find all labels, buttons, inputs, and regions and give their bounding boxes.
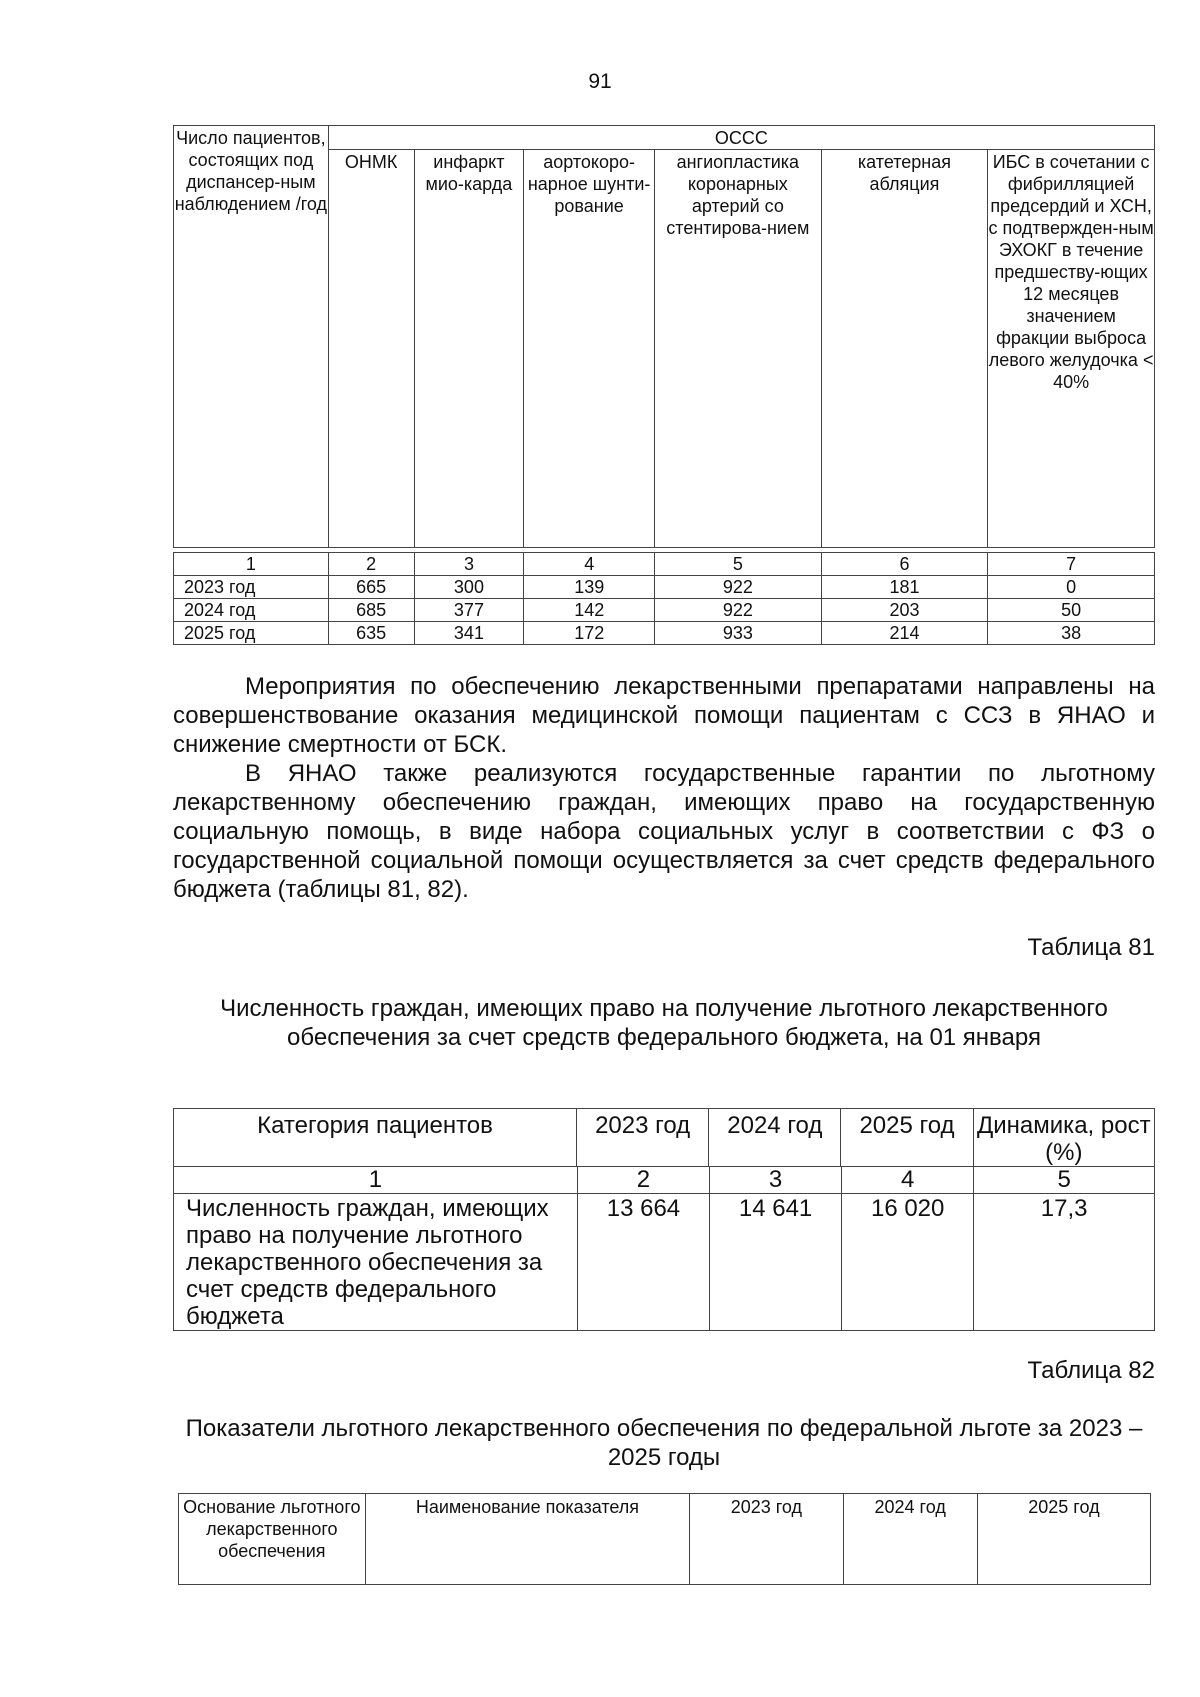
header-angioplasty: ангиопластика коронарных артерий со стентирова-нием xyxy=(654,150,821,548)
table-cell: 17,3 xyxy=(974,1194,1155,1331)
body-text xyxy=(173,672,1155,904)
row-year: 2024 год xyxy=(174,599,329,622)
header-2025: 2025 год xyxy=(977,1494,1150,1585)
table-cell: 665 xyxy=(328,576,414,599)
table-82-caption: Таблица 82 xyxy=(1027,1357,1155,1384)
table-cell: 0 xyxy=(988,576,1155,599)
table-cell: 685 xyxy=(328,599,414,622)
header-infarct: инфаркт мио-карда xyxy=(414,150,524,548)
col-number: 5 xyxy=(974,1167,1155,1194)
table-82-header xyxy=(178,1493,1151,1585)
col-number: 2 xyxy=(577,1167,709,1194)
col-number: 2 xyxy=(328,553,414,576)
table-cell: 214 xyxy=(821,622,988,645)
table-81-title: Численность граждан, имеющих право на получение льготного лекарственного обеспечения за счет средств федерального бюджета, на 01 января xyxy=(220,995,1108,1051)
table-cell: 50 xyxy=(988,599,1155,622)
table-cell: 139 xyxy=(524,576,655,599)
table-81-caption: Таблица 81 xyxy=(1027,934,1155,961)
header-ablation: катетерная абляция xyxy=(821,150,988,548)
table-cell: 142 xyxy=(524,599,655,622)
col-number: 1 xyxy=(174,553,329,576)
col-number: 4 xyxy=(524,553,655,576)
table-cell: 16 020 xyxy=(842,1194,974,1331)
col-number: 1 xyxy=(174,1167,578,1194)
table-cell: 635 xyxy=(328,622,414,645)
column-numbers-row xyxy=(174,553,1155,576)
header-2025: 2025 год xyxy=(841,1109,973,1167)
table-cell: 377 xyxy=(414,599,524,622)
table-cell: 181 xyxy=(821,576,988,599)
table-81-body xyxy=(173,1166,1155,1331)
table-row xyxy=(174,599,1155,622)
table-cell: 922 xyxy=(655,576,822,599)
paragraph: Мероприятия по обеспечению лекарственными препаратами направлены на совершенствование оказания медицинской помощи пациентам с ССЗ в ЯНАО и снижение смертности от БСК. xyxy=(173,673,1155,758)
paragraph: В ЯНАО также реализуются государственные гарантии по льготному лекарственному обеспечению граждан, имеющих право на государственную социальную помощь, в виде набора социальных услуг в соответствии с ФЗ о государственной социальной помощи осуществляется за счет средств федерального бюджета (таблицы 81, 82). xyxy=(173,760,1155,903)
table-cell: 172 xyxy=(524,622,655,645)
row-category: Численность граждан, имеющих право на получение льготного лекарственного обеспечения за счет средств федерального бюджета xyxy=(174,1194,578,1331)
header-ibs: ИБС в сочетании с фибрилляцией предсердий и ХСН, с подтвержден-ным ЭХОКГ в течение предшеству-ющих 12 месяцев значением фракции выброса левого желудочка < 40% xyxy=(988,150,1155,548)
table-cell: 203 xyxy=(821,599,988,622)
col-number: 4 xyxy=(842,1167,974,1194)
header-2024: 2024 год xyxy=(709,1109,841,1167)
header-dynamics: Динамика, рост (%) xyxy=(973,1109,1154,1167)
col-number: 6 xyxy=(821,553,988,576)
osss-table-header xyxy=(173,125,1155,548)
table-cell: 14 641 xyxy=(710,1194,842,1331)
row-year: 2023 год xyxy=(174,576,329,599)
table-cell: 341 xyxy=(414,622,524,645)
table-cell: 13 664 xyxy=(577,1194,709,1331)
table-82-title: Показатели льготного лекарственного обеспечения по федеральной льготе за 2023 – 2025 годы xyxy=(185,1415,1143,1471)
header-patients-cell: Число пациентов, состоящих под диспансер-ным наблюдением /год xyxy=(174,126,329,548)
osss-table-body xyxy=(173,552,1155,645)
column-numbers-row xyxy=(174,1167,1155,1194)
header-basis: Основание льготного лекарственного обеспечения xyxy=(179,1494,366,1585)
table-cell: 933 xyxy=(655,622,822,645)
col-number: 3 xyxy=(414,553,524,576)
col-number: 5 xyxy=(655,553,822,576)
table-cell: 922 xyxy=(655,599,822,622)
header-osss-group: ОССС xyxy=(328,126,1154,150)
header-2024: 2024 год xyxy=(843,1494,977,1585)
col-number: 7 xyxy=(988,553,1155,576)
table-row xyxy=(174,576,1155,599)
table-cell: 38 xyxy=(988,622,1155,645)
header-2023: 2023 год xyxy=(690,1494,843,1585)
table-row xyxy=(174,622,1155,645)
table-81-header xyxy=(173,1108,1155,1167)
header-onmk: ОНМК xyxy=(328,150,414,548)
page-number: 91 xyxy=(588,70,612,93)
header-category: Категория пациентов xyxy=(174,1109,577,1167)
header-bypass: аортокоро-нарное шунти-рование xyxy=(524,150,655,548)
header-indicator-name: Наименование показателя xyxy=(365,1494,690,1585)
col-number: 3 xyxy=(710,1167,842,1194)
row-year: 2025 год xyxy=(174,622,329,645)
table-row xyxy=(174,1194,1155,1331)
header-2023: 2023 год xyxy=(577,1109,709,1167)
table-cell: 300 xyxy=(414,576,524,599)
